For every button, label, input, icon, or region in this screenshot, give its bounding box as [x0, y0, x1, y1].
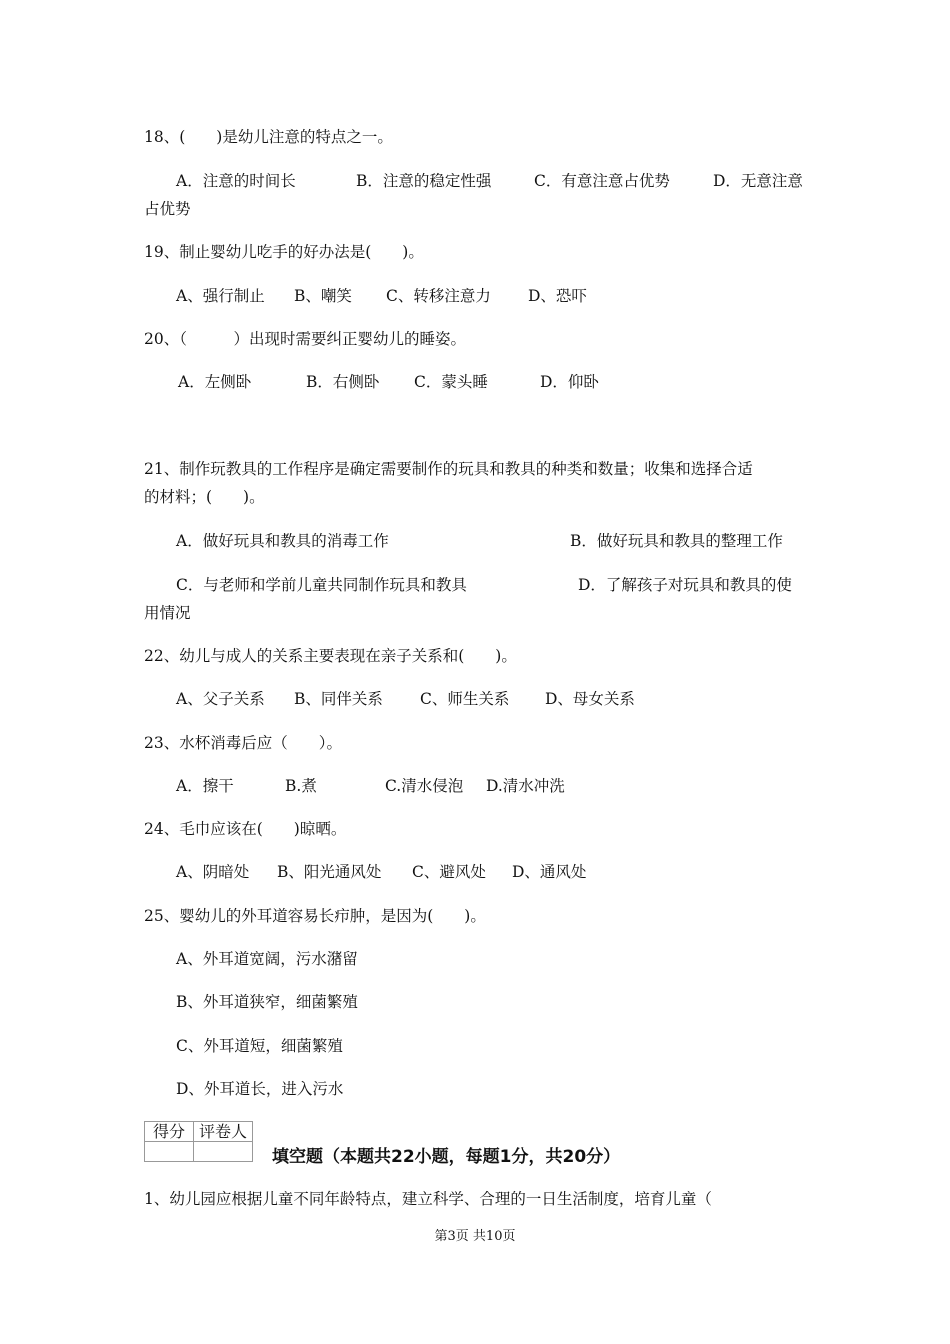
question-20-option-d: D．仰卧: [540, 373, 599, 391]
question-22-option-a: A、父子关系: [176, 690, 265, 708]
question-24-stem: 24、毛巾应该在( )晾晒。: [144, 820, 347, 838]
question-18-option-a: A．注意的时间长: [176, 172, 296, 190]
score-label: 得分: [145, 1122, 194, 1142]
question-21-stem-line2: 的材料；( )。: [144, 488, 265, 506]
question-25-option-b: B、外耳道狭窄，细菌繁殖: [176, 993, 358, 1011]
question-21-stem: 21、制作玩教具的工作程序是确定需要制作的玩具和教具的种类和数量；收集和选择合适: [144, 460, 753, 478]
question-19-option-a: A、强行制止: [176, 287, 265, 305]
question-22-option-b: B、同伴关系: [294, 690, 383, 708]
score-cell: [145, 1142, 194, 1162]
question-22-stem: 22、幼儿与成人的关系主要表现在亲子关系和( )。: [144, 647, 517, 665]
question-24-option-d: D、通风处: [512, 863, 587, 881]
question-18-option-c: C．有意注意占优势: [534, 172, 670, 190]
question-18-option-b: B．注意的稳定性强: [356, 172, 492, 190]
page-footer: 第3页 共10页: [434, 1229, 516, 1244]
question-20-option-c: C．蒙头睡: [414, 373, 488, 391]
question-19-option-d: D、恐吓: [528, 287, 587, 305]
question-23-option-c: C.清水侵泡: [385, 777, 464, 795]
section-heading: 填空题（本题共22小题，每题1分，共20分）: [272, 1147, 621, 1167]
question-19-option-b: B、嘲笑: [294, 287, 352, 305]
question-21-option-d-wrap: 用情况: [144, 604, 191, 622]
question-20-option-a: A．左侧卧: [178, 373, 252, 391]
question-22-option-c: C、师生关系: [420, 690, 510, 708]
question-23-option-a: A．擦干: [176, 777, 234, 795]
question-22-option-d: D、母女关系: [545, 690, 635, 708]
question-23-option-d: D.清水冲洗: [486, 777, 565, 795]
question-21-option-d: D．了解孩子对玩具和教具的使: [578, 576, 792, 594]
question-21-option-b: B．做好玩具和教具的整理工作: [570, 532, 783, 550]
question-25-option-d: D、外耳道长，进入污水: [176, 1080, 344, 1098]
question-25-option-c: C、外耳道短，细菌繁殖: [176, 1037, 343, 1055]
question-25-option-a: A、外耳道宽阔，污水潴留: [176, 950, 358, 968]
question-21-option-c: C．与老师和学前儿童共同制作玩具和教具: [176, 576, 467, 594]
question-19-option-c: C、转移注意力: [386, 287, 491, 305]
question-23-option-b: B.煮: [285, 777, 317, 795]
grader-cell: [194, 1142, 253, 1162]
score-box: [144, 1121, 253, 1162]
question-24-option-c: C、避风处: [412, 863, 486, 881]
question-18-option-d: D．无意注意: [713, 172, 803, 190]
question-21-option-a: A．做好玩具和教具的消毒工作: [176, 532, 389, 550]
question-19-stem: 19、制止婴幼儿吃手的好办法是( )。: [144, 243, 424, 261]
question-18-stem: 18、( )是幼儿注意的特点之一。: [144, 128, 393, 146]
question-23-stem: 23、水杯消毒后应（ ）。: [144, 734, 342, 752]
question-20-stem: 20、（ ）出现时需要纠正婴幼儿的睡姿。: [144, 330, 466, 348]
grader-label: 评卷人: [194, 1122, 253, 1142]
question-18-option-d-wrap: 占优势: [144, 200, 191, 218]
question-20-option-b: B．右侧卧: [306, 373, 380, 391]
question-24-option-a: A、阴暗处: [176, 863, 250, 881]
question-24-option-b: B、阳光通风处: [277, 863, 382, 881]
question-25-stem: 25、婴幼儿的外耳道容易长疖肿，是因为( )。: [144, 907, 486, 925]
fill-question-1: 1、幼儿园应根据儿童不同年龄特点，建立科学、合理的一日生活制度，培育儿童（: [144, 1190, 712, 1208]
